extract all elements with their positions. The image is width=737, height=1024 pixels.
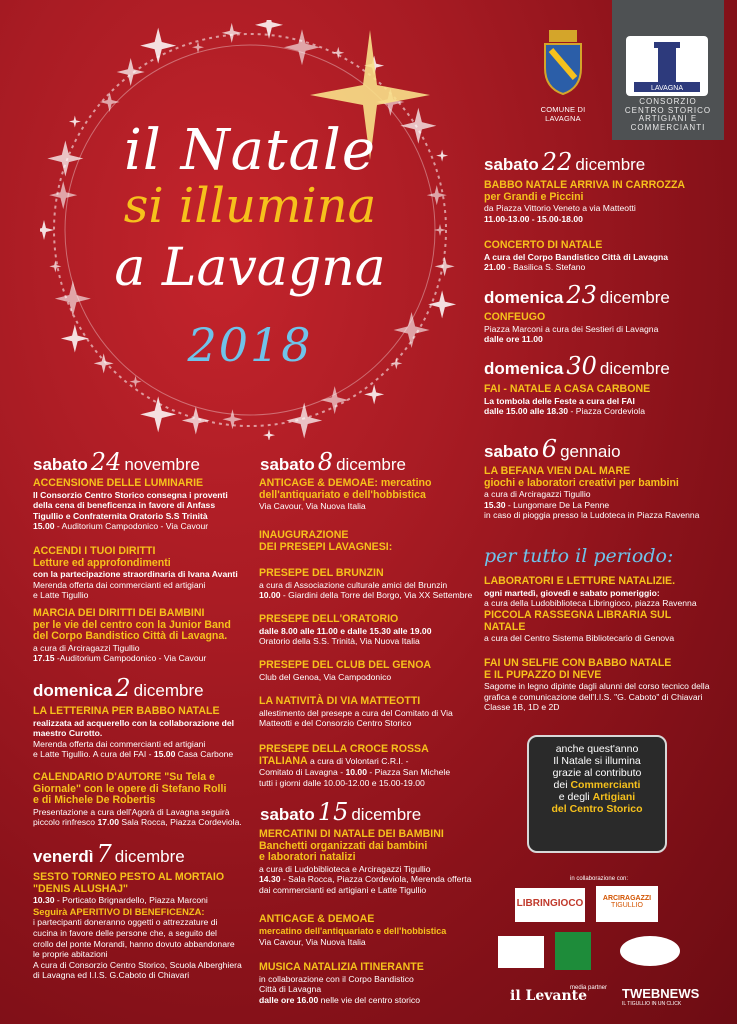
coat-of-arms-icon	[541, 28, 585, 96]
sparkle-icon	[332, 47, 344, 59]
event-torneo-pesto: SESTO TORNEO PESTO AL MORTAIO "DENIS ALUSHAJ" 10.30 - Porticato Brignardello, Piazza Marconi Seguirà APERITIVO DI BENEFICENZA: i partecipanti doneranno oggetti o attrezzature di cucina in favore delle persone che, a seguito del crollo del ponte Morandi, hanno dovuto abbandonare le proprie abitazioni A cura di Consorzio Centro Storico, Scuola Alberghiera di Lavagna ed I.I.S. G.Caboto di Chiavari	[33, 871, 242, 981]
twebnews-logo: TWEBNEWS IL TIGULLIO IN UN CLICK	[622, 986, 700, 1007]
event-accensione: ACCENSIONE DELLE LUMINARIE Il Consorzio Centro Storico consegna i proventi della cena di beneficenza in favore di Anfass Tigullio e Confraternita Oratorio S.S Trinità 15.00 - Auditorium Campodonico - Via Cavour	[33, 477, 228, 532]
tutto-periodo-heading: per tutto il periodo:	[484, 545, 674, 567]
il-levante-logo: il Levante	[510, 988, 588, 1004]
sparkle-icon	[284, 29, 320, 65]
title-line-3: a Lavagna	[114, 238, 386, 298]
sparkle-icon	[140, 28, 176, 64]
consorzio-logo	[612, 0, 724, 140]
event-presepe-genoa: PRESEPE DEL CLUB DEL GENOA Club del Genoa, Via Campodonico	[259, 659, 432, 682]
sparkle-icon	[321, 386, 349, 414]
media-partner-label: media partner	[570, 985, 608, 991]
istituto-logo	[555, 932, 591, 970]
consorzio-badge-text: LAVAGNA	[650, 85, 684, 92]
event-anticage-8: ANTICAGE & DEMOAE: mercatino dell'antiquariato e dell'hobbistica Via Cavour, Via Nuova Italia	[259, 477, 432, 512]
contribution-box: anche quest'anno Il Natale si illumina grazie al contributo dei Commercianti e degli Artigiani del Centro Storico	[527, 735, 667, 853]
sparkle-icon	[182, 406, 210, 434]
event-mercatini-bambini: MERCATINI DI NATALE DEI BAMBINI Banchetti organizzati dai bambini e laboratori natalizi a cura di Ludobiblioteca e Arciragazzi Tigullio 14.30 - Sala Rocca, Piazza Cordeviola, Merenda offerta dai commercianti ed artigiani e Latte Tigullio	[259, 828, 472, 895]
tower-icon	[626, 36, 708, 96]
event-nativita-matteotti: LA NATIVITÀ DI VIA MATTEOTTI allestimento del presepe a cura del Comitato di Via Matteotti e del Consorzio Centro Storico	[259, 695, 453, 729]
event-inaugurazione-presepi: INAUGURAZIONE DEI PRESEPI LAVAGNESI:	[259, 529, 393, 553]
event-presepe-croce-rossa: PRESEPE DELLA CROCE ROSSA ITALIANA a cura di Volontari C.R.I. - Comitato di Lavagna - 10.00 - Piazza San Michele tutti i giorni dalle 10.00-12.00 e 15.00-19.00	[259, 743, 451, 788]
event-letterina: LA LETTERINA PER BABBO NATALE realizzata ad acquerello con la collaborazione del maestro Curotto. Merenda offerta dai commercianti ed artigiani e Latte Tigullio. A cura del FAI - 15.00 Casa Carbone	[33, 705, 235, 760]
day-header-dic7: venerdì 7 dicembre	[33, 840, 185, 868]
event-musica-natalizia: MUSICA NATALIZIA ITINERANTE in collaborazione con il Corpo Bandistico Città di Lavagna dalle ore 16.00 nelle vie del centro storico	[259, 961, 424, 1005]
event-rassegna-libraria: PICCOLA RASSEGNA LIBRARIA SUL NATALE a cura del Centro Sistema Bibliotecario di Genova	[484, 609, 675, 644]
day-header-nov24: sabato 24 novembre	[33, 448, 200, 476]
event-fai-casa-carbone: FAI - NATALE A CASA CARBONE La tombola delle Feste a cura del FAI dalle 15.00 alle 18.30 - Piazza Cordeviola	[484, 383, 651, 417]
event-concerto-natale: CONCERTO DI NATALE A cura del Corpo Bandistico Città di Lavagna 21.00 - Basilica S. Stefano	[484, 239, 668, 273]
event-accendi-diritti: ACCENDI I TUOI DIRITTI Letture ed approfondimenti con la partecipazione straordinaria di Ivana Avanti Merenda offerta dai commercianti ed artigiani e Latte Tigullio	[33, 545, 238, 601]
sparkle-icon	[100, 92, 120, 112]
event-calendario: CALENDARIO D'AUTORE "Su Tela e Giornale" con le opere di Stefano Rolli e di Michele De Robertis Presentazione a cura dell'Agorà di Lavagna seguirà piccolo rinfresco 17.00 Sala Rocca, Piazza Cordeviola.	[33, 771, 242, 828]
title-line-2: si illumina	[123, 178, 377, 234]
title-year: 2018	[187, 318, 313, 372]
day-header-dic2: domenica 2 dicembre	[33, 674, 204, 702]
event-presepe-oratorio: PRESEPE DELL'ORATORIO dalle 8.00 alle 11.00 e dalle 15.30 alle 19.00 Oratorio della S.S. Trinità, Via Nuova Italia	[259, 613, 432, 647]
consorzio-name: CONSORZIO CENTRO STORICO ARTIGIANI E COMMERCIANTI	[624, 97, 712, 132]
event-presepe-brunzin: PRESEPE DEL BRUNZIN a cura di Associazione culturale amici del Brunzin 10.00 - Giardini della Torre del Borgo, Via XX Settembre	[259, 567, 473, 601]
day-header-dic15: sabato 15 dicembre	[260, 798, 422, 826]
arciragazzi-logo: ARCIRAGAZZI TIGULLIO	[596, 886, 658, 922]
comune-label: COMUNE DI LAVAGNA	[540, 105, 586, 123]
sparkle-icon	[222, 409, 242, 429]
title-line-1: il Natale	[124, 118, 376, 183]
event-marcia-diritti: MARCIA DEI DIRITTI DEI BAMBINI per le vie del centro con la Junior Band del Corpo Bandistico Città di Lavagna. a cura di Arciragazzi Tigullio 17.15 -Auditorium Campodonico - Via Cavour	[33, 607, 231, 664]
libringioco-logo: LIBRINGIOCO	[515, 888, 585, 922]
collab-label: in collaborazione con:	[570, 876, 629, 882]
event-selfie-babbo: FAI UN SELFIE CON BABBO NATALE E IL PUPAZZO DI NEVE Sagome in legno dipinte dagli alunni del corso tecnico della grafica e comunicazione dell'I.I.S. "G. Caboto" di Chiavari Classe 1B, 1D e 2D	[484, 657, 710, 713]
day-header-dic30: domenica 30 dicembre	[484, 352, 670, 380]
sparkle-icon	[263, 429, 275, 440]
sparkle-icon	[286, 402, 322, 438]
biblioteca-logo	[620, 936, 680, 966]
sparkle-icon	[117, 58, 145, 86]
event-anticage-15: ANTICAGE & DEMOAE mercatino dell'antiquariato e dell'hobbistica Via Cavour, Via Nuova Italia	[259, 913, 447, 948]
event-confeugo: CONFEUGO Piazza Marconi a cura dei Sestieri di Lavagna dalle ore 11.00	[484, 311, 659, 345]
ludobiblioteca-logo	[498, 936, 544, 968]
sparkle-icon	[140, 396, 176, 432]
sparkle-icon	[222, 23, 242, 43]
comune-logo	[523, 28, 603, 123]
day-header-dic8: sabato 8 dicembre	[260, 448, 406, 476]
event-laboratori-letture: LABORATORI E LETTURE NATALIZIE. ogni martedì, giovedì e sabato pomeriggio: a cura della Ludobiblioteca Libringioco, piazza Ravenna	[484, 575, 697, 609]
day-header-dic22: sabato 22 dicembre	[484, 148, 646, 176]
day-header-dic23: domenica 23 dicembre	[484, 281, 670, 309]
event-befana: LA BEFANA VIEN DAL MARE giochi e laboratori creativi per bambini a cura di Arciragazzi Tigullio 15.30 - Lungomare De La Penne in caso di pioggia presso la Ludoteca in Piazza Ravenna	[484, 465, 700, 521]
event-babbo-carrozza: BABBO NATALE ARRIVA IN CARROZZA per Grandi e Piccini da Piazza Vittorio Veneto a via Matteotti 11.00-13.00 - 15.00-18.00	[484, 179, 686, 224]
day-header-gen6: sabato 6 gennaio	[484, 435, 621, 463]
